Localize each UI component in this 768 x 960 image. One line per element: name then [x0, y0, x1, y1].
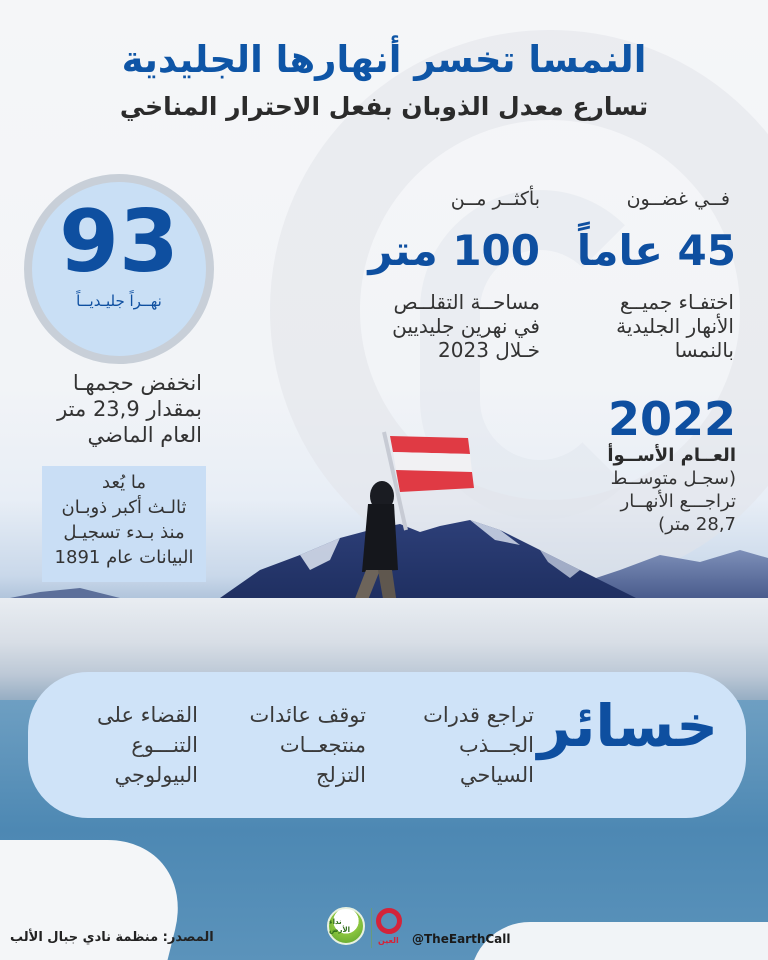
source-credit: المصدر: منظمة نادي جبال الألب	[10, 930, 214, 945]
loss-item-bio-line-1: القضاء على	[96, 703, 198, 727]
page-title: النمسا تخسر أنهارها الجليدية	[121, 38, 647, 81]
record-melt-line-2: ثالـث أكبر ذوبـان	[61, 497, 187, 518]
loss-item-tourism	[364, 700, 534, 790]
page-subtitle: تسارع معدل الذوبان بفعل الاحترار المناخي	[119, 92, 649, 121]
al-ain-logo-text: العين	[378, 936, 399, 945]
worst-year-line-4: 28,7 متر)	[658, 514, 736, 535]
earth-call-logo-icon: نداء الأرض	[327, 907, 365, 945]
worst-year-line-3: تراجـــع الأنهــار	[620, 491, 736, 512]
al-ain-logo-icon	[376, 908, 402, 934]
meters-description-line-1: مساحــة التقلــص	[393, 290, 540, 314]
social-handle: @TheEarthCall	[412, 932, 511, 946]
loss-item-ski-line-2: منتجعــات	[279, 733, 366, 757]
snow-patch-right	[470, 922, 768, 960]
meters-prefix: بأكثــر مــن	[450, 188, 540, 210]
loss-item-tourism-line-3: السياحي	[459, 763, 534, 787]
losses-panel	[28, 672, 746, 818]
loss-item-tourism-line-2: الجـــذب	[458, 733, 534, 757]
worst-year-line-1: العــام الأســوأ	[607, 445, 736, 466]
years-description-line-2: الأنهار الجليدية	[616, 314, 734, 338]
volume-decrease-line-1: انخفض حجمهـا	[72, 371, 202, 395]
rivers-count-number: 93	[59, 192, 179, 292]
loss-item-ski-resorts	[196, 700, 366, 790]
record-melt-line-3: منذ بـدء تسجيـل	[63, 522, 185, 543]
volume-decrease-line-3: العام الماضي	[87, 423, 202, 447]
meters-description	[340, 290, 540, 362]
record-melt-text	[46, 470, 202, 570]
record-melt-line-1: ما يُعد	[102, 472, 146, 493]
years-prefix: فــي غضــون	[626, 188, 730, 210]
worst-year-value: 2022	[607, 392, 736, 446]
years-description	[560, 290, 734, 362]
loss-item-ski-line-1: توقف عائدات	[249, 703, 366, 727]
meters-description-line-3: خـلال 2023	[438, 338, 540, 362]
worst-year-description	[572, 444, 736, 536]
record-melt-line-4: البيانات عام 1891	[54, 547, 194, 568]
loss-item-ski-line-3: التزلج	[315, 763, 366, 787]
years-description-line-1: اختفـاء جميــع	[619, 290, 734, 314]
years-description-line-3: بالنمسا	[674, 338, 734, 362]
loss-item-bio-line-2: التنـــوع	[131, 733, 198, 757]
volume-decrease-line-2: بمقدار 23,9 متر	[57, 397, 202, 421]
volume-decrease-text	[30, 370, 202, 448]
loss-item-biodiversity	[28, 700, 198, 790]
rivers-count-circle	[24, 174, 214, 322]
austria-flag-icon	[390, 436, 474, 492]
loss-item-tourism-line-1: تراجع قدرات	[423, 703, 534, 727]
logo-divider	[371, 908, 372, 948]
meters-description-line-2: في نهرين جليديين	[392, 314, 540, 338]
worst-year-line-2: (سجـل متوســط	[610, 468, 736, 489]
meters-value: 100 متر	[368, 226, 540, 275]
years-value: 45 عاماً	[576, 226, 736, 275]
rivers-count-label: نهــراً جليـديــاً	[76, 292, 162, 310]
loss-item-bio-line-3: البيولوجي	[114, 763, 198, 787]
losses-title: خسائر	[537, 692, 718, 760]
